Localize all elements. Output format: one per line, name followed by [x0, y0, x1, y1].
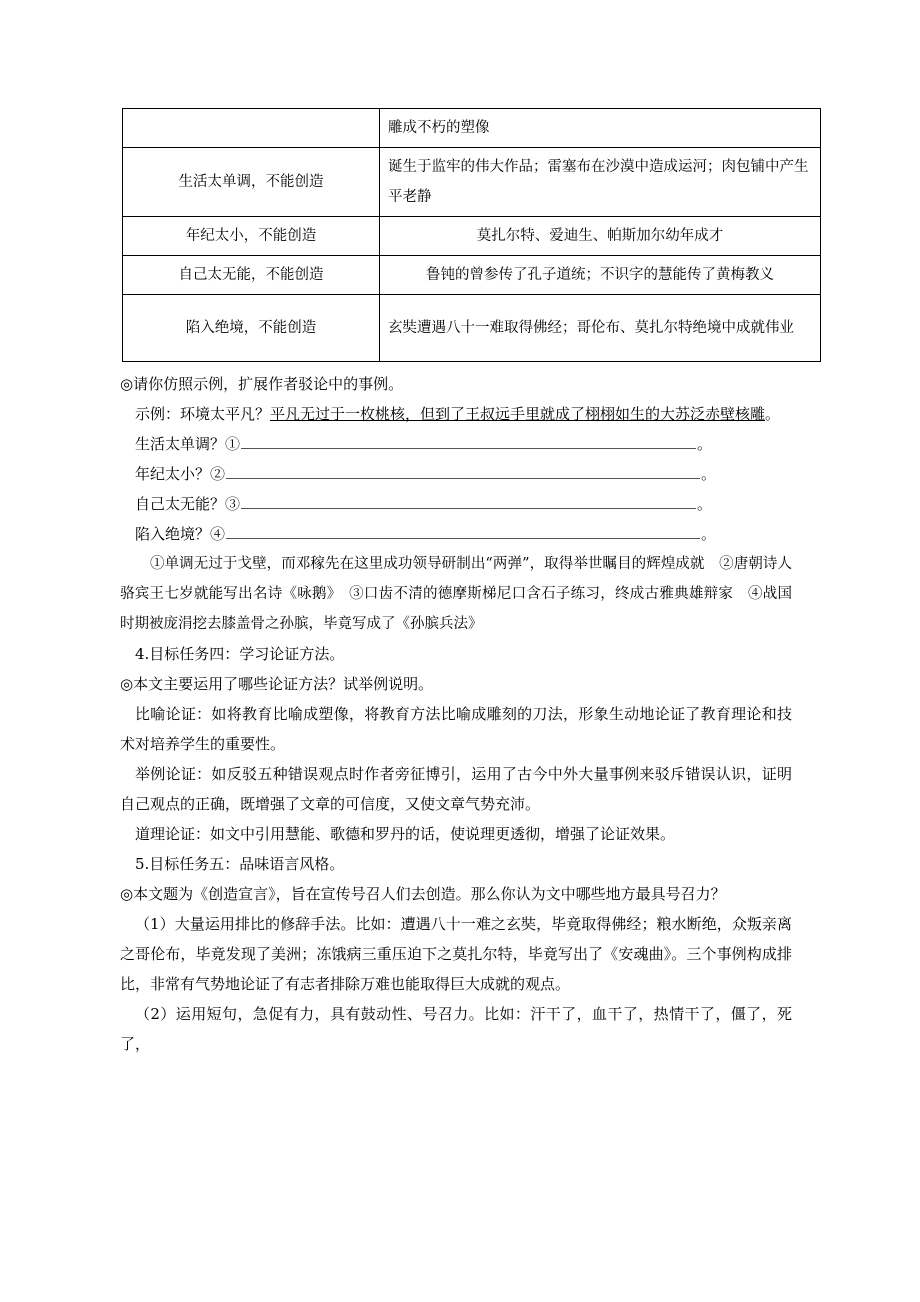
blank-marker: ②	[210, 465, 226, 483]
table-row	[123, 295, 821, 362]
table-cell-evidence: 莫扎尔特、爱迪生、帕斯加尔幼年成才	[380, 217, 821, 256]
blank-period: 。	[697, 495, 713, 513]
refutation-examples-table	[122, 108, 821, 362]
table-cell-evidence: 诞生于监牢的伟大作品；雷塞布在沙漠中造成运河；肉包铺中产生平老静	[380, 148, 821, 217]
table-body	[123, 109, 821, 362]
answers-paragraph: ①单调无过于戈壁，而邓稼先在这里成功领导研制出“两弹”，取得举世瞩目的辉煌成就 ②唐朝诗人骆宾王七岁就能写出名诗《咏鹅》 ③口齿不清的德摩斯梯尼口含石子练习，终成古雅典雄辩家 ④战国时期被庞涓挖去膝盖骨之孙膑，毕竟写成了《孙膑兵法》	[120, 556, 792, 632]
task5-question: ◎本文题为《创造宣言》，旨在宣传号召人们去创造。那么你认为文中哪些地方最具号召力？	[120, 885, 726, 903]
example-underlined-text: 平凡无过于一枚桃核，但到了王叔远手里就成了栩栩如生的大苏泛赤壁核雕	[270, 405, 766, 423]
task4-question: ◎本文主要运用了哪些论证方法？试举例说明。	[120, 675, 434, 693]
blank-label: 年纪太小？	[135, 465, 211, 483]
table-cell-evidence: 鲁钝的曾参传了孔子道统；不识字的慧能传了黄梅教义	[380, 256, 821, 295]
task5-point-short-sentences: （2）运用短句，急促有力，具有鼓动性、号召力。比如：汗干了，血干了，热情干了，僵了，死了，	[120, 1005, 792, 1053]
answer-blank-input[interactable]	[226, 523, 700, 539]
blank-period: 。	[701, 525, 717, 543]
answer-blank-input[interactable]	[241, 493, 696, 509]
table-row	[123, 109, 821, 148]
answer-blank-input[interactable]	[241, 433, 696, 449]
blank-row-4	[120, 519, 792, 549]
table-cell-evidence: 玄奘遭遇八十一难取得佛经；哥伦布、莫扎尔特绝境中成就伟业	[380, 295, 821, 362]
example-tail: 。	[765, 405, 781, 423]
blank-row-2	[120, 459, 792, 489]
task4-method-example: 举例论证：如反驳五种错误观点时作者旁征博引，运用了古今中外大量事例来驳斥错误认识，证明自己观点的正确，既增强了文章的可信度，又使文章气势充沛。	[120, 765, 792, 813]
task4-method-reasoning: 道理论证：如文中引用慧能、歌德和罗丹的话，使说理更透彻，增强了论证效果。	[135, 825, 676, 843]
extend-prompt: ◎请你仿照示例，扩展作者驳论中的事例。	[120, 375, 404, 393]
table-row	[123, 217, 821, 256]
blank-label: 陷入绝境？	[135, 525, 211, 543]
answer-blank-input[interactable]	[226, 463, 700, 479]
blank-period: 。	[697, 435, 713, 453]
task4-method-metaphor: 比喻论证：如将教育比喻成塑像，将教育方法比喻成雕刻的刀法，形象生动地论证了教育理论和技术对培养学生的重要性。	[120, 705, 792, 753]
table-cell-evidence: 雕成不朽的塑像	[380, 109, 821, 148]
table-cell-viewpoint: 自己太无能，不能创造	[123, 256, 380, 295]
blank-label: 生活太单调？	[135, 435, 226, 453]
blank-label: 自己太无能？	[135, 495, 226, 513]
blank-marker: ④	[210, 525, 226, 543]
blank-marker: ③	[225, 495, 241, 513]
table-cell-viewpoint: 年纪太小，不能创造	[123, 217, 380, 256]
task5-point-parallelism: （1）大量运用排比的修辞手法。比如：遭遇八十一难之玄奘，毕竟取得佛经；粮水断绝，众叛亲离之哥伦布，毕竟发现了美洲；冻饿病三重压迫下之莫扎尔特，毕竟写出了《安魂曲》。三个事例构成排比，非常有气势地论证了有志者排除万难也能取得巨大成就的观点。	[120, 915, 792, 993]
blank-marker: ①	[225, 435, 241, 453]
blank-row-3	[120, 489, 792, 519]
table-row	[123, 256, 821, 295]
blank-row-1	[120, 429, 792, 459]
task5-heading: 5.目标任务五：品味语言风格。	[135, 855, 345, 873]
table-cell-viewpoint	[123, 109, 380, 148]
table-row	[123, 148, 821, 217]
task4-heading: 4.目标任务四：学习论证方法。	[135, 645, 345, 663]
table-cell-viewpoint: 生活太单调，不能创造	[123, 148, 380, 217]
document-content	[120, 108, 809, 1059]
example-lead: 示例：环境太平凡？	[135, 405, 271, 423]
example-line	[120, 399, 792, 429]
table-cell-viewpoint: 陷入绝境，不能创造	[123, 295, 380, 362]
blank-period: 。	[701, 465, 717, 483]
